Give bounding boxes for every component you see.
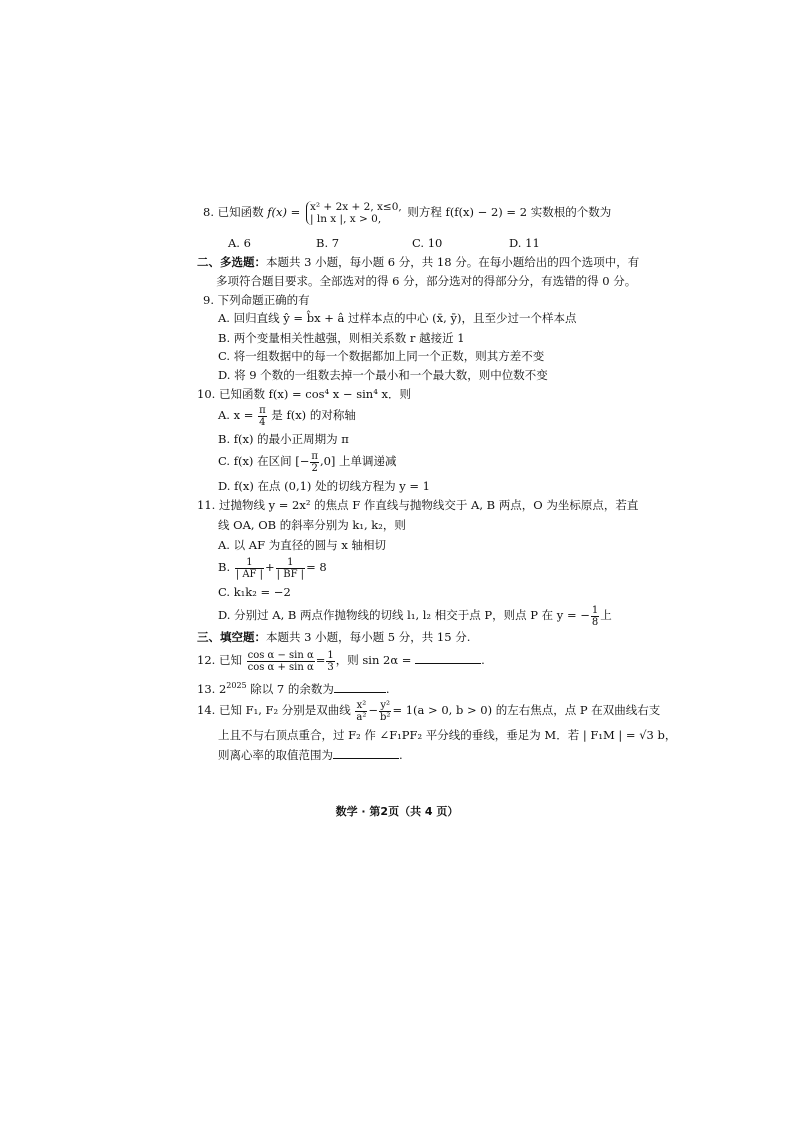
q13-post: 除以 7 的余数为	[246, 681, 334, 696]
q10-a-post: 是 f(x) 的对称轴	[271, 408, 356, 422]
q10-option-a	[218, 404, 356, 428]
q11-b-num-2: 1	[276, 557, 305, 569]
q14-y-fraction	[379, 700, 391, 723]
q14-pre: 14. 已知 F₁, F₂ 分别是双曲线	[197, 703, 351, 717]
q10-c-post: ,0] 上单调递减	[319, 454, 397, 468]
question-12	[197, 647, 485, 673]
q11-b-pre: B.	[218, 560, 231, 574]
q8-piecewise	[306, 201, 402, 225]
section-3-intro: 本题共 3 小题，每小题 5 分，共 15 分.	[266, 630, 471, 644]
q8-option-c: C. 10	[412, 236, 443, 250]
q10-c-num: π	[311, 450, 318, 462]
section-3-title: 三、填空题：	[197, 630, 266, 644]
q10-option-d: D. f(x) 在点 (0,1) 处的切线方程为 y = 1	[218, 479, 430, 493]
q10-c-fraction	[310, 451, 319, 474]
question-14-line-2: 上且不与右顶点重合，过 F₂ 作 ∠F₁PF₂ 平分线的垂线，垂足为 M．若 | F₁M | = √3 b，	[218, 728, 677, 742]
q11-option-a: A. 以 AF 为直径的圆与 x 轴相切	[218, 538, 387, 552]
q12-rhs-num: 1	[327, 649, 334, 661]
q12-rhs-fraction	[326, 650, 334, 673]
q14-end: .	[399, 748, 403, 762]
page-footer: 数学 · 第2页（共 4 页）	[335, 805, 459, 818]
q11-d-num: 1	[591, 604, 599, 616]
q12-pre: 12. 已知	[197, 653, 242, 667]
section-2-title: 二、多选题：	[197, 255, 266, 269]
q13-answer-blank	[334, 680, 386, 693]
q12-answer-blank	[415, 651, 481, 664]
q11-line-1: 11. 过抛物线 y = 2x² 的焦点 F 作直线与抛物线交于 A, B 两点，O 为坐标原点，若直	[197, 498, 639, 512]
q11-b-post: = 8	[306, 560, 327, 574]
question-14-line-1	[197, 697, 660, 723]
q10-a-num: π	[259, 404, 266, 416]
q14-minus: −	[368, 703, 379, 717]
section-3-line	[197, 629, 470, 645]
q9-option-b: B. 两个变量相关性越强，则相关系数 r 越接近 1	[218, 331, 465, 345]
q11-b-fraction-2	[276, 557, 305, 580]
q8-fx: f(x) =	[267, 205, 301, 219]
q11-b-den-2: | BF |	[276, 568, 305, 580]
q14-y-den: b²	[380, 711, 391, 723]
q13-exponent: 2025	[226, 681, 247, 690]
q14-x-den: a²	[356, 711, 367, 723]
question-13	[197, 678, 390, 697]
q10-option-c	[218, 450, 397, 474]
q8-lead: 已知函数	[217, 205, 264, 219]
q11-option-c: C. k₁k₂ = −2	[218, 585, 291, 599]
q12-post: ，则 sin 2α =	[335, 653, 412, 667]
q12-num: cos α − sin α	[247, 649, 314, 661]
q12-eq: =	[315, 653, 326, 667]
q8-case-2: | ln x |, x > 0,	[309, 213, 382, 225]
q8-option-a: A. 6	[228, 236, 251, 250]
q12-end: .	[481, 653, 485, 667]
section-2-intro: 本题共 3 小题，每小题 6 分，共 18 分。在每小题给出的四个选项中，有	[266, 255, 640, 269]
q11-b-num-1: 1	[235, 557, 264, 569]
q10-c-den: 2	[311, 462, 318, 474]
q10-a-den: 4	[259, 416, 266, 428]
question-14-line-3	[218, 746, 403, 763]
q14-line-3-text: 则离心率的取值范围为	[218, 748, 333, 762]
q10-a-fraction	[258, 405, 267, 428]
q9-option-c: C. 将一组数据中的每一个数据都加上同一个正数，则其方差不变	[218, 349, 545, 363]
q10-c-pre: C. f(x) 在区间 [−	[218, 454, 310, 468]
q11-option-b	[218, 555, 327, 580]
section-2-line-2: 多项符合题目要求。全部选对的得 6 分，部分选对的得部分分，有选错的得 0 分。	[216, 274, 637, 288]
q11-b-den-1: | AF |	[235, 568, 264, 580]
q9-option-a: A. 回归直线 ŷ = b̂x + â 过样本点的中心 (x̄, ȳ)，且至少过一个样本点	[218, 311, 577, 325]
q8-number: 8.	[203, 205, 214, 219]
q8-case-1: x² + 2x + 2, x≤0,	[309, 201, 402, 213]
question-8	[203, 201, 611, 225]
q10-option-b: B. f(x) 的最小正周期为 π	[218, 432, 349, 446]
q11-line-2: 线 OA, OB 的斜率分别为 k₁, k₂，则	[218, 518, 406, 532]
q9-stem: 9. 下列命题正确的有	[203, 293, 310, 307]
q12-rhs-den: 3	[327, 661, 334, 673]
q10-stem: 10. 已知函数 f(x) = cos⁴ x − sin⁴ x．则	[197, 387, 411, 401]
q11-option-d	[218, 603, 612, 628]
q11-d-fraction	[591, 605, 599, 628]
q11-b-fraction-1	[235, 557, 264, 580]
q12-fraction	[247, 650, 315, 673]
q10-a-pre: A. x =	[218, 408, 254, 422]
q14-answer-blank	[333, 746, 399, 759]
q11-d-post: 上	[600, 608, 612, 622]
q8-option-b: B. 7	[316, 236, 340, 250]
q12-den: cos α + sin α	[247, 661, 314, 673]
q13-end: .	[385, 681, 390, 696]
q14-x-num: x²	[356, 699, 367, 711]
q9-option-d: D. 将 9 个数的一组数去掉一个最小和一个最大数，则中位数不变	[218, 368, 548, 382]
q11-d-den: 8	[591, 616, 599, 628]
q11-b-plus: +	[265, 560, 275, 574]
q14-y-num: y²	[380, 699, 391, 711]
q8-tail: 则方程 f(f(x) − 2) = 2 实数根的个数为	[407, 205, 612, 219]
section-2-line-1	[197, 254, 639, 270]
q8-option-d: D. 11	[509, 236, 540, 250]
q14-x-fraction	[355, 700, 367, 723]
q14-post: = 1(a > 0, b > 0) 的左右焦点，点 P 在双曲线右支	[392, 703, 661, 717]
q13-pre: 13. 2	[197, 681, 227, 696]
q11-d-pre: D. 分别过 A, B 两点作抛物线的切线 l₁, l₂ 相交于点 P，则点 P 在 y = −	[218, 608, 590, 622]
